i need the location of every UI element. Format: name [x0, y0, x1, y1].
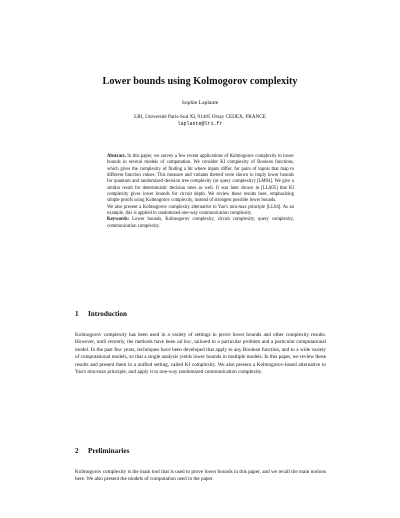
abstract-paragraph [107, 154, 294, 205]
abstract [107, 154, 294, 230]
author-affiliation-block [60, 114, 340, 128]
section-number: 1 [75, 310, 79, 318]
abstract-body-2: We also present a Kolmogorov complexity alternative to Yao's min-max principle [LL04]. As an example, this is applied to randomized one-way communication complexity. [107, 204, 294, 217]
section-heading-preliminaries [75, 447, 129, 455]
section-title: Introduction [88, 310, 128, 318]
section-title: Preliminaries [88, 447, 130, 455]
author-name: Sophie Laplante [181, 100, 219, 106]
intro-text-b: , tailored to a particular problem and a particular computational model. In the past few years, techniques have been developed that apply to any Boolean function, and to a wide variety of computational models, so that a single analysis yields lower bounds in multiple models. In this paper, we review these results and present them in a unified setting, called KI complexity. We also present a Kolmogorov-based alternative to Yao's min-max principle, and apply it to one-way randomized communication complexity. [75, 339, 327, 376]
section-number: 2 [75, 447, 79, 455]
keywords [107, 217, 294, 230]
paper-title: Lower bounds using Kolmogorov complexity [102, 76, 298, 87]
keywords-text: Lower bounds, Kolmogorov complexity, circuit complexity, query complexity, communication complexity. [107, 217, 294, 229]
preliminaries-paragraph: Kolmogorov complexity is the main tool that is used to prove lower bounds in this paper, and we recall the main notions here. We also present the models of computation used in the paper. [75, 469, 326, 483]
abstract-label: Abstract. [107, 154, 126, 159]
author-email: laplante@lri.fr [177, 121, 223, 127]
section-heading-introduction [75, 310, 127, 318]
introduction-paragraph [75, 332, 326, 377]
intro-text-a: Kolmogorov complexity has been used in a variety of settings to prove lower bounds and other complexity results. However, until recently, the methods have been [75, 332, 326, 346]
affiliation: LRI, Université Paris-Sud XI, 91405 Orsay CEDEX, FRANCE [134, 114, 266, 120]
abstract-body: In this paper, we survey a few recent applications of Kolmogorov complexity to lower bounds in several models of computation. We consider KI complexity of Boolean functions, which gives the complexity of finding a bit where inputs differ, for pairs of inputs that map to different function values. This measure and variants thereof were shown to imply lower bounds for quantum and randomized decision tree complexity (or query complexity) [LM04]. We give a similar result for deterministic decision trees as well. It was later shown in [LLS05] that KI complexity gives lower bounds for circuit depth. We review these results here, emphasizing simple proofs using Kolmogorov complexity, instead of strongest possible lower bounds. [107, 154, 294, 204]
intro-emphasis: ad hoc [177, 339, 192, 346]
keywords-label: Keywords: [107, 217, 130, 223]
